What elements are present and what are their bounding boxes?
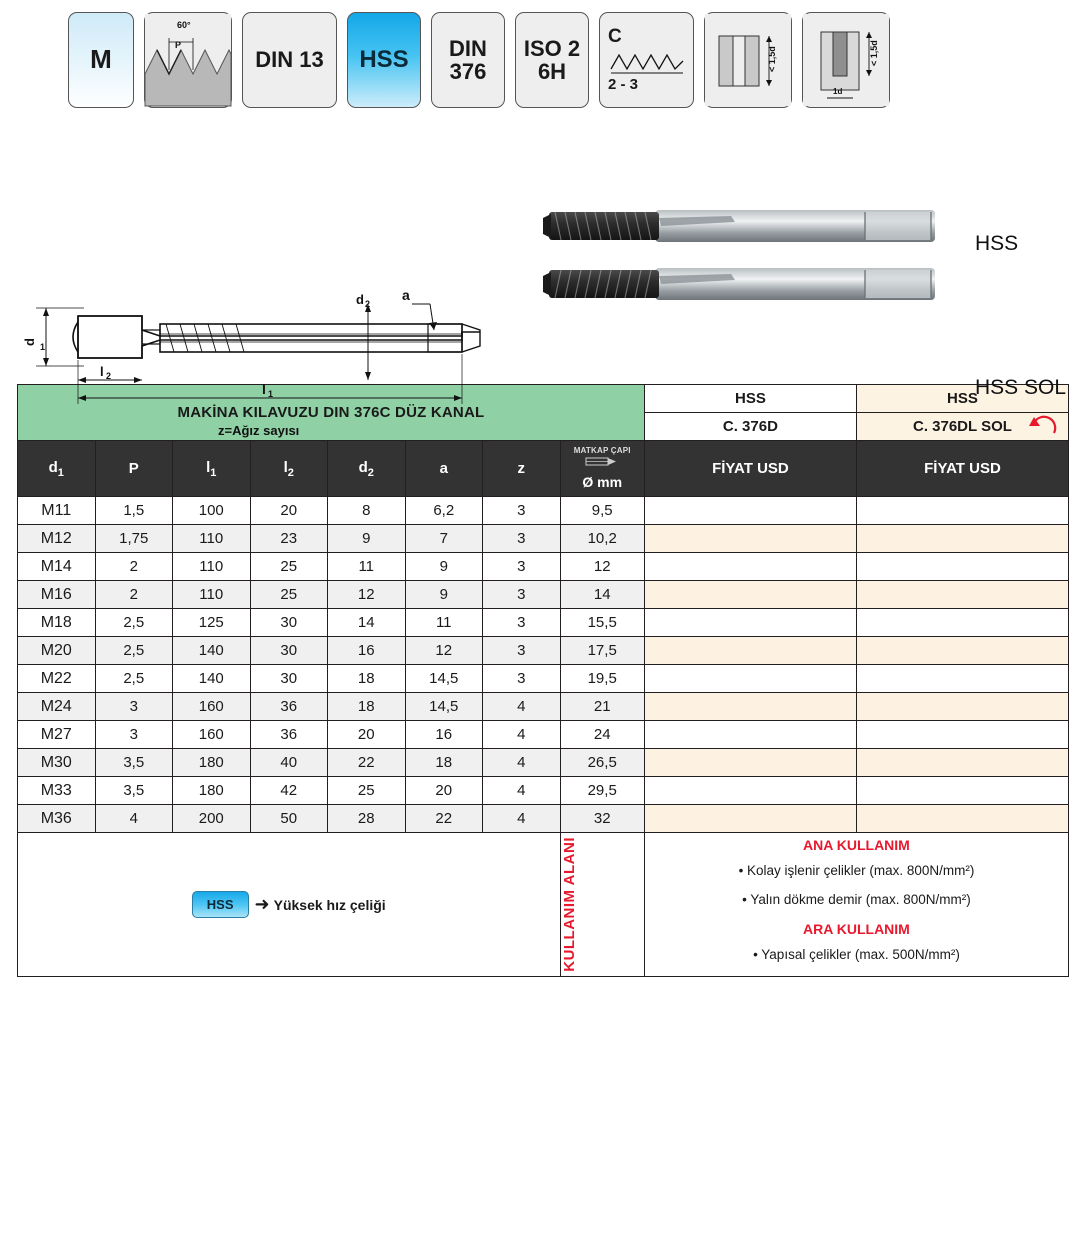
svg-text:l: l <box>100 364 104 379</box>
table-row <box>18 721 1069 749</box>
col-z: z <box>483 441 561 497</box>
cell-price-2[interactable] <box>856 525 1068 553</box>
col-d1: $d_1$ <box>18 441 96 497</box>
photo-label-hss-sol: HSS SOL <box>975 376 1067 399</box>
cell-a: 20 <box>405 777 483 805</box>
chamfer-c-label: C <box>608 26 622 48</box>
legend-cell <box>18 833 561 977</box>
cell-d1: M27 <box>18 721 96 749</box>
cell-d1: M12 <box>18 525 96 553</box>
cell-d1: M22 <box>18 665 96 693</box>
cell-price-2[interactable] <box>856 749 1068 777</box>
badge-tolerance-iso2-6h <box>515 12 589 108</box>
photo-label-hss: HSS <box>975 232 1019 255</box>
cell-price-1[interactable] <box>644 749 856 777</box>
badge-material-hss <box>347 12 421 108</box>
badge-iso-label: ISO 2 6H <box>523 35 581 84</box>
col-drill-diameter: MATKAP ÇAPI Ø mm <box>560 441 644 497</box>
badge-metric-thread <box>68 12 134 108</box>
cell-l2: 25 <box>250 581 328 609</box>
cell-l2: 36 <box>250 693 328 721</box>
cell-a: 12 <box>405 637 483 665</box>
cell-d2: 28 <box>328 805 406 833</box>
cell-d2: 16 <box>328 637 406 665</box>
cell-a: 6,2 <box>405 497 483 525</box>
cell-price-1[interactable] <box>644 609 856 637</box>
cell-l2: 23 <box>250 525 328 553</box>
drawing-caption: z=Ağız sayısı <box>218 423 300 438</box>
cell-drill: 26,5 <box>560 749 644 777</box>
badge-hss-label: HSS <box>359 46 409 74</box>
cell-d1: M30 <box>18 749 96 777</box>
left-hand-rotation-icon <box>1028 415 1058 439</box>
badge-din376-label: DIN 376 <box>449 35 487 84</box>
badge-chamfer-length <box>599 12 694 108</box>
cell-price-1[interactable] <box>644 665 856 693</box>
svg-text:d: d <box>22 338 37 346</box>
cell-z: 4 <box>483 749 561 777</box>
secondary-use-item-1: • Yapısal çelikler (max. 500N/mm²) <box>753 947 960 962</box>
group-1-price-header: FİYAT USD <box>644 441 856 497</box>
table-footer-row <box>18 833 1069 977</box>
legend-hss-text: Yüksek hız çeliği <box>273 896 386 913</box>
cell-drill: 12 <box>560 553 644 581</box>
svg-text:a: a <box>402 287 410 303</box>
cell-drill: 14 <box>560 581 644 609</box>
svg-text:l: l <box>262 381 266 397</box>
cell-l1: 200 <box>173 805 251 833</box>
cell-d1: M36 <box>18 805 96 833</box>
cell-p: 4 <box>95 805 173 833</box>
group-2-material: HSS <box>856 385 1068 413</box>
cell-z: 3 <box>483 609 561 637</box>
cell-d1: M33 <box>18 777 96 805</box>
badge-standard-din13 <box>242 12 337 108</box>
cell-p: 2 <box>95 553 173 581</box>
cell-price-1[interactable] <box>644 553 856 581</box>
cell-drill: 21 <box>560 693 644 721</box>
svg-text:P: P <box>175 40 182 50</box>
cell-drill: 29,5 <box>560 777 644 805</box>
cell-d2: 12 <box>328 581 406 609</box>
cell-z: 3 <box>483 581 561 609</box>
cell-d2: 8 <box>328 497 406 525</box>
cell-price-2[interactable] <box>856 609 1068 637</box>
badge-metric-label: M <box>90 44 112 75</box>
table-column-header-row <box>18 441 1069 497</box>
table-row <box>18 805 1069 833</box>
cell-p: 2,5 <box>95 665 173 693</box>
cell-drill: 17,5 <box>560 637 644 665</box>
thread-profile-icon <box>145 14 231 106</box>
drill-icon <box>582 455 622 468</box>
cell-a: 16 <box>405 721 483 749</box>
cell-p: 2 <box>95 581 173 609</box>
col-l1: $l_1$ <box>173 441 251 497</box>
badge-blind-hole <box>802 12 890 108</box>
cell-d1: M16 <box>18 581 96 609</box>
cell-l1: 140 <box>173 665 251 693</box>
cell-l1: 100 <box>173 497 251 525</box>
cell-l2: 50 <box>250 805 328 833</box>
cell-l1: 110 <box>173 525 251 553</box>
badge-through-hole <box>704 12 792 108</box>
group-1-code: C. 376D <box>644 413 856 441</box>
col-p: P <box>95 441 173 497</box>
cell-a: 9 <box>405 553 483 581</box>
group-1-material: HSS <box>644 385 856 413</box>
cell-price-2[interactable] <box>856 497 1068 525</box>
cell-p: 2,5 <box>95 609 173 637</box>
cell-a: 22 <box>405 805 483 833</box>
cell-price-1[interactable] <box>644 693 856 721</box>
cell-d2: 22 <box>328 749 406 777</box>
legend-hss-pill: HSS <box>192 891 249 918</box>
cell-z: 3 <box>483 637 561 665</box>
col-d2: $d_2$ <box>328 441 406 497</box>
cell-price-2[interactable] <box>856 693 1068 721</box>
secondary-use-title: ARA KULLANIM <box>803 921 910 937</box>
table-row <box>18 609 1069 637</box>
cell-drill: 15,5 <box>560 609 644 637</box>
cell-p: 3,5 <box>95 777 173 805</box>
svg-text:1: 1 <box>40 342 46 352</box>
svg-text:1: 1 <box>268 389 274 399</box>
svg-text:d: d <box>356 292 364 307</box>
cell-price-1[interactable] <box>644 637 856 665</box>
spec-badge-row <box>0 0 1086 108</box>
cell-a: 14,5 <box>405 665 483 693</box>
cell-z: 3 <box>483 525 561 553</box>
chamfer-range-label: 2 - 3 <box>608 76 639 94</box>
cell-price-2[interactable] <box>856 581 1068 609</box>
usage-area-label: KULLANIM ALANI <box>560 837 578 972</box>
badge-din13-label: DIN 13 <box>255 47 324 73</box>
cell-a: 7 <box>405 525 483 553</box>
cell-price-1[interactable] <box>644 581 856 609</box>
cell-p: 2,5 <box>95 637 173 665</box>
cell-l1: 140 <box>173 637 251 665</box>
cell-l2: 42 <box>250 777 328 805</box>
cell-l1: 110 <box>173 581 251 609</box>
table-row <box>18 777 1069 805</box>
legend-hss <box>18 891 560 918</box>
cell-l2: 30 <box>250 665 328 693</box>
cell-p: 1,5 <box>95 497 173 525</box>
cell-d2: 14 <box>328 609 406 637</box>
svg-text:2: 2 <box>365 299 371 309</box>
chamfer-thread-icon <box>609 47 685 77</box>
cell-z: 3 <box>483 665 561 693</box>
cell-z: 3 <box>483 497 561 525</box>
cell-price-1[interactable] <box>644 721 856 749</box>
cell-a: 14,5 <box>405 693 483 721</box>
table-row <box>18 665 1069 693</box>
table-row <box>18 497 1069 525</box>
cell-price-1[interactable] <box>644 525 856 553</box>
cell-price-2[interactable] <box>856 637 1068 665</box>
cell-d1: M24 <box>18 693 96 721</box>
cell-d2: 25 <box>328 777 406 805</box>
cell-l1: 180 <box>173 777 251 805</box>
cell-drill: 19,5 <box>560 665 644 693</box>
cell-p: 3 <box>95 721 173 749</box>
cell-price-2[interactable] <box>856 665 1068 693</box>
badge-thread-profile <box>144 12 232 108</box>
table-row <box>18 749 1069 777</box>
cell-l2: 30 <box>250 609 328 637</box>
table-row <box>18 553 1069 581</box>
svg-text:1d: 1d <box>833 87 843 96</box>
cell-price-1[interactable] <box>644 777 856 805</box>
blind-hole-icon <box>803 14 889 106</box>
group-2-price-header: FİYAT USD <box>856 441 1068 497</box>
cell-p: 3 <box>95 693 173 721</box>
usage-details-cell <box>644 833 1068 977</box>
table-title: MAKİNA KILAVUZU DIN 376C DÜZ KANAL <box>18 385 645 441</box>
cell-price-2[interactable] <box>856 721 1068 749</box>
cell-price-1[interactable] <box>644 497 856 525</box>
cell-l1: 160 <box>173 721 251 749</box>
cell-z: 4 <box>483 693 561 721</box>
cell-l1: 160 <box>173 693 251 721</box>
col-a: a <box>405 441 483 497</box>
product-table <box>17 384 1069 977</box>
cell-l2: 40 <box>250 749 328 777</box>
cell-price-2[interactable] <box>856 553 1068 581</box>
cell-z: 3 <box>483 553 561 581</box>
cell-z: 4 <box>483 777 561 805</box>
table-row <box>18 637 1069 665</box>
cell-a: 18 <box>405 749 483 777</box>
cell-price-2[interactable] <box>856 777 1068 805</box>
main-use-title: ANA KULLANIM <box>803 837 910 853</box>
cell-d1: M18 <box>18 609 96 637</box>
group-2-code: C. 376DL SOL <box>856 413 1068 441</box>
arrow-right-icon: ➜ <box>254 894 270 914</box>
cell-d2: 18 <box>328 693 406 721</box>
badge-standard-din376 <box>431 12 505 108</box>
cell-a: 9 <box>405 581 483 609</box>
svg-text:< 1,5d: < 1,5d <box>869 40 879 66</box>
cell-l2: 25 <box>250 553 328 581</box>
cell-l1: 180 <box>173 749 251 777</box>
cell-p: 1,75 <box>95 525 173 553</box>
cell-l1: 125 <box>173 609 251 637</box>
cell-d1: M20 <box>18 637 96 665</box>
cell-l1: 110 <box>173 553 251 581</box>
cell-drill: 10,2 <box>560 525 644 553</box>
cell-d1: M14 <box>18 553 96 581</box>
cell-l2: 30 <box>250 637 328 665</box>
cell-d2: 18 <box>328 665 406 693</box>
table-row <box>18 581 1069 609</box>
main-use-item-1: • Kolay işlenir çelikler (max. 800N/mm²) <box>738 863 975 878</box>
cell-price-1[interactable] <box>644 805 856 833</box>
cell-price-2[interactable] <box>856 805 1068 833</box>
table-row <box>18 525 1069 553</box>
cell-z: 4 <box>483 721 561 749</box>
usage-rotated-cell <box>560 833 644 977</box>
cell-drill: 9,5 <box>560 497 644 525</box>
svg-text:2: 2 <box>106 371 112 381</box>
tap-line-drawing <box>10 108 530 399</box>
col-l2: $l_2$ <box>250 441 328 497</box>
through-hole-icon <box>705 14 791 106</box>
cell-l2: 36 <box>250 721 328 749</box>
cell-d2: 9 <box>328 525 406 553</box>
cell-d1: M11 <box>18 497 96 525</box>
cell-d2: 20 <box>328 721 406 749</box>
svg-text:< 1,5d: < 1,5d <box>767 46 777 72</box>
tap-photo-hss <box>535 196 965 326</box>
cell-a: 11 <box>405 609 483 637</box>
cell-drill: 24 <box>560 721 644 749</box>
cell-l2: 20 <box>250 497 328 525</box>
cell-z: 4 <box>483 805 561 833</box>
cell-p: 3,5 <box>95 749 173 777</box>
main-use-item-2: • Yalın dökme demir (max. 800N/mm²) <box>742 892 971 907</box>
svg-text:60°: 60° <box>177 20 191 30</box>
cell-d2: 11 <box>328 553 406 581</box>
table-row <box>18 693 1069 721</box>
cell-drill: 32 <box>560 805 644 833</box>
